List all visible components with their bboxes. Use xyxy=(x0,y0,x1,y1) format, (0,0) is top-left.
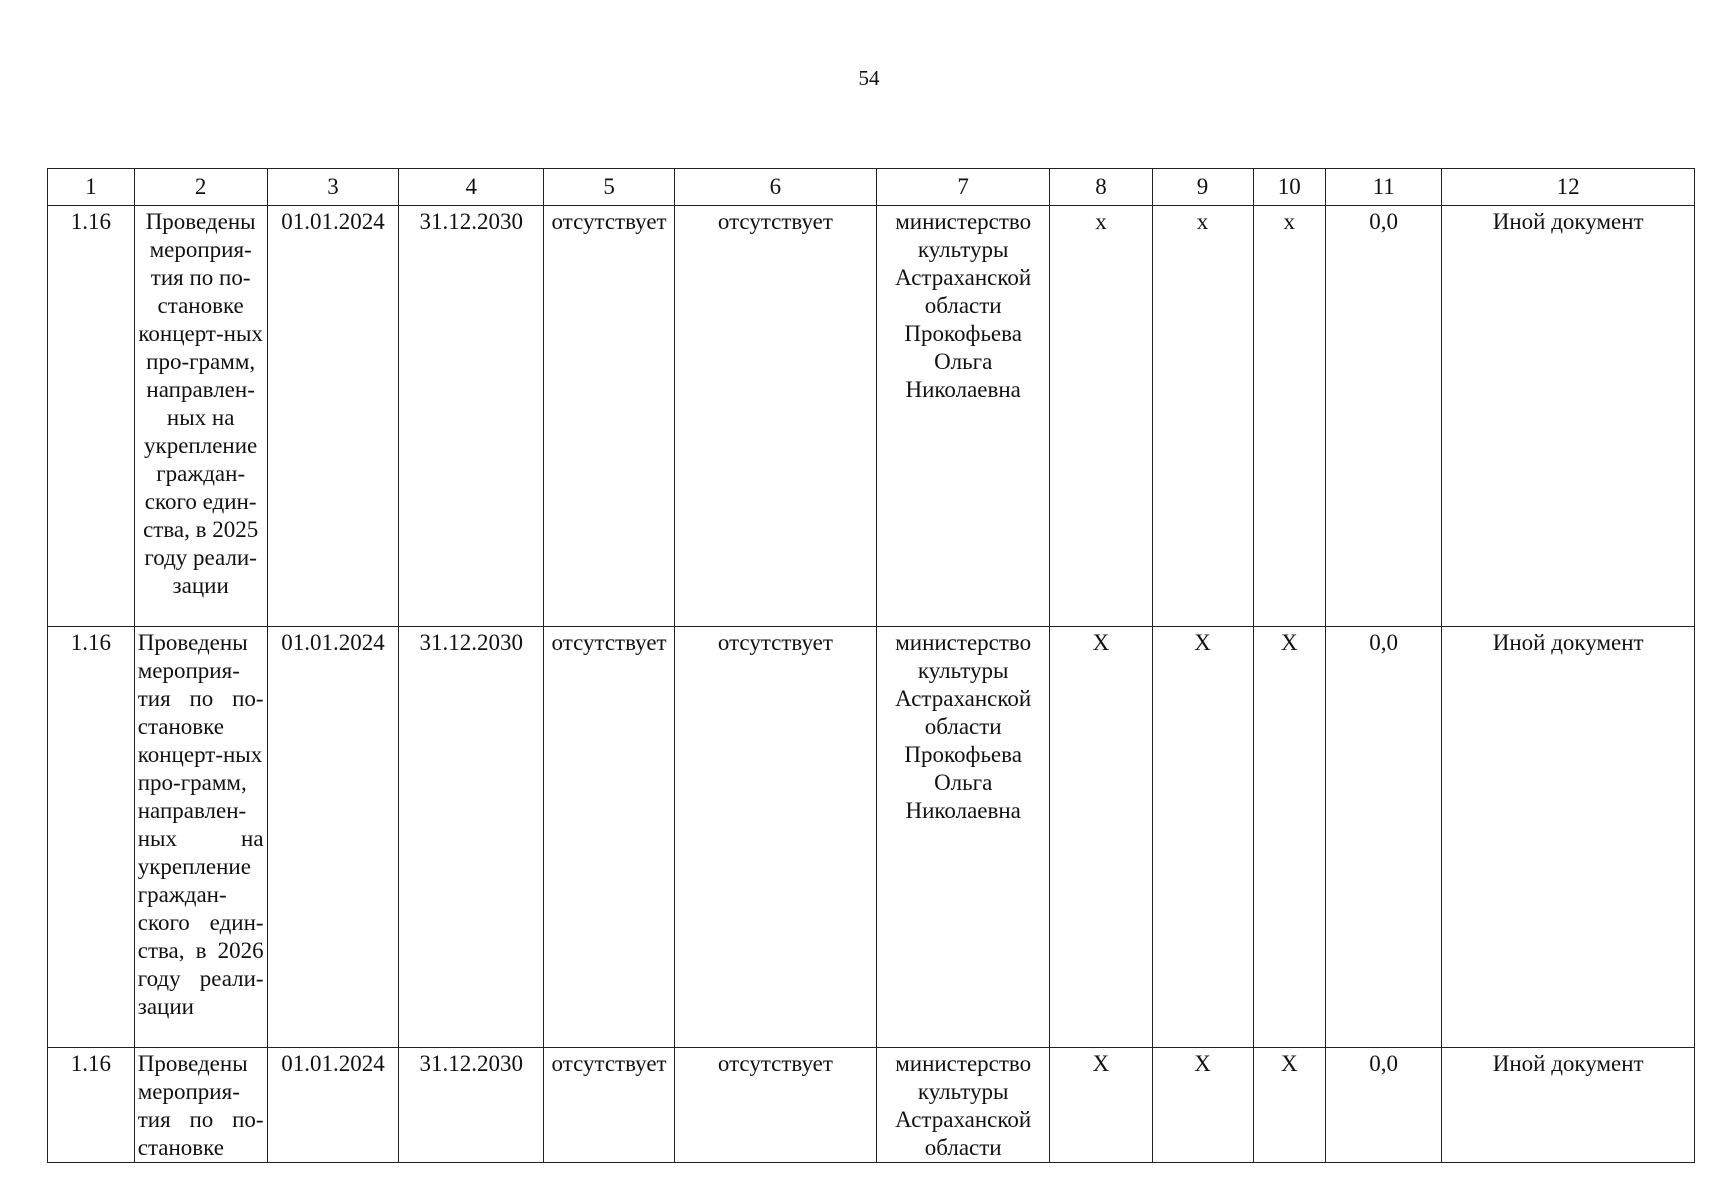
start-date: 01.01.2024 xyxy=(267,1048,399,1163)
header-cell: 12 xyxy=(1442,169,1695,206)
table-row xyxy=(48,206,1695,627)
col11-cell: 0,0 xyxy=(1325,206,1441,627)
row-number: 1.16 xyxy=(48,206,135,627)
col5-cell: отсутствует xyxy=(544,206,675,627)
col11-cell: 0,0 xyxy=(1325,627,1441,1048)
col10-cell: Х xyxy=(1253,1048,1325,1163)
col12-cell: Иной документ xyxy=(1442,1048,1695,1163)
col12-cell: Иной документ xyxy=(1442,206,1695,627)
start-date: 01.01.2024 xyxy=(267,627,399,1048)
header-cell: 1 xyxy=(48,169,135,206)
col9-cell: х xyxy=(1152,206,1253,627)
end-date: 31.12.2030 xyxy=(399,1048,544,1163)
start-date: 01.01.2024 xyxy=(267,206,399,627)
row-description: Проведены мероприя-тия по по-становке xyxy=(134,1048,267,1163)
table-row xyxy=(48,627,1695,1048)
col12-cell: Иной документ xyxy=(1442,627,1695,1048)
header-cell: 2 xyxy=(134,169,267,206)
table-header-row xyxy=(48,169,1695,206)
row-description: Проведены мероприя-тия по по-становке концерт-ных про-грамм, направлен-ных на укрепление граждан-ского един-ства, в 2026 году реали-зации xyxy=(134,627,267,1048)
col6-cell: отсутствует xyxy=(674,1048,876,1163)
end-date: 31.12.2030 xyxy=(399,627,544,1048)
col9-cell: Х xyxy=(1152,627,1253,1048)
header-cell: 9 xyxy=(1152,169,1253,206)
responsible-cell: министерство культуры Астраханской области Прокофьева Ольга Николаевна xyxy=(876,206,1049,627)
col10-cell: Х xyxy=(1253,627,1325,1048)
responsible-cell: министерство культуры Астраханской области xyxy=(876,1048,1049,1163)
row-number: 1.16 xyxy=(48,1048,135,1163)
col8-cell: Х xyxy=(1050,627,1152,1048)
col5-cell: отсутствует xyxy=(544,1048,675,1163)
header-cell: 4 xyxy=(399,169,544,206)
header-cell: 6 xyxy=(674,169,876,206)
page-number: 54 xyxy=(858,66,880,90)
col8-cell: Х xyxy=(1050,1048,1152,1163)
row-number: 1.16 xyxy=(48,627,135,1048)
col8-cell: х xyxy=(1050,206,1152,627)
end-date: 31.12.2030 xyxy=(399,206,544,627)
header-cell: 11 xyxy=(1325,169,1441,206)
table-row xyxy=(48,1048,1695,1163)
col10-cell: х xyxy=(1253,206,1325,627)
col5-cell: отсутствует xyxy=(544,627,675,1048)
header-cell: 7 xyxy=(876,169,1049,206)
col9-cell: Х xyxy=(1152,1048,1253,1163)
responsible-cell: министерство культуры Астраханской области Прокофьева Ольга Николаевна xyxy=(876,627,1049,1048)
row-description: Проведены мероприя-тия по по-становке концерт-ных про-грамм, направлен-ных на укрепление граждан-ского един-ства, в 2025 году реали-зации xyxy=(134,206,267,627)
header-cell: 8 xyxy=(1050,169,1152,206)
col6-cell: отсутствует xyxy=(674,206,876,627)
col11-cell: 0,0 xyxy=(1325,1048,1441,1163)
col6-cell: отсутствует xyxy=(674,627,876,1048)
document-table xyxy=(47,168,1695,1163)
header-cell: 5 xyxy=(544,169,675,206)
header-cell: 10 xyxy=(1253,169,1325,206)
header-cell: 3 xyxy=(267,169,399,206)
